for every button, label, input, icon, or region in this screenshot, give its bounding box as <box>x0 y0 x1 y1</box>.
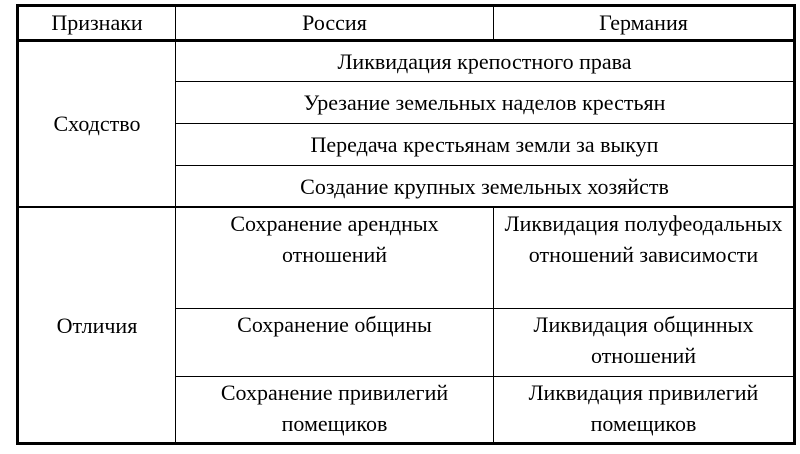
header-russia: Россия <box>176 6 494 41</box>
similarity-item: Урезание земельных наделов крестьян <box>176 82 795 124</box>
germany-difference: Ликвидация привилегий помещиков <box>494 376 795 443</box>
header-germany: Германия <box>494 6 795 41</box>
russia-difference: Сохранение арендных отношений <box>176 207 494 309</box>
germany-difference: Ликвидация полуфеодальных отношений зависимости <box>494 207 795 309</box>
similarity-label: Сходство <box>18 40 176 207</box>
germany-difference: Ликвидация общинных отношений <box>494 309 795 376</box>
header-row <box>18 6 795 41</box>
difference-row <box>18 207 795 309</box>
russia-difference: Сохранение общины <box>176 309 494 376</box>
header-criteria: Признаки <box>18 6 176 41</box>
differences-label: Отличия <box>18 207 176 443</box>
similarity-item: Ликвидация крепостного права <box>176 40 795 82</box>
similarity-item: Создание крупных земельных хозяйств <box>176 165 795 207</box>
similarity-row <box>18 40 795 82</box>
russia-difference: Сохранение привилегий помещиков <box>176 376 494 443</box>
similarity-item: Передача крестьянам земли за выкуп <box>176 124 795 166</box>
comparison-table <box>16 4 796 445</box>
